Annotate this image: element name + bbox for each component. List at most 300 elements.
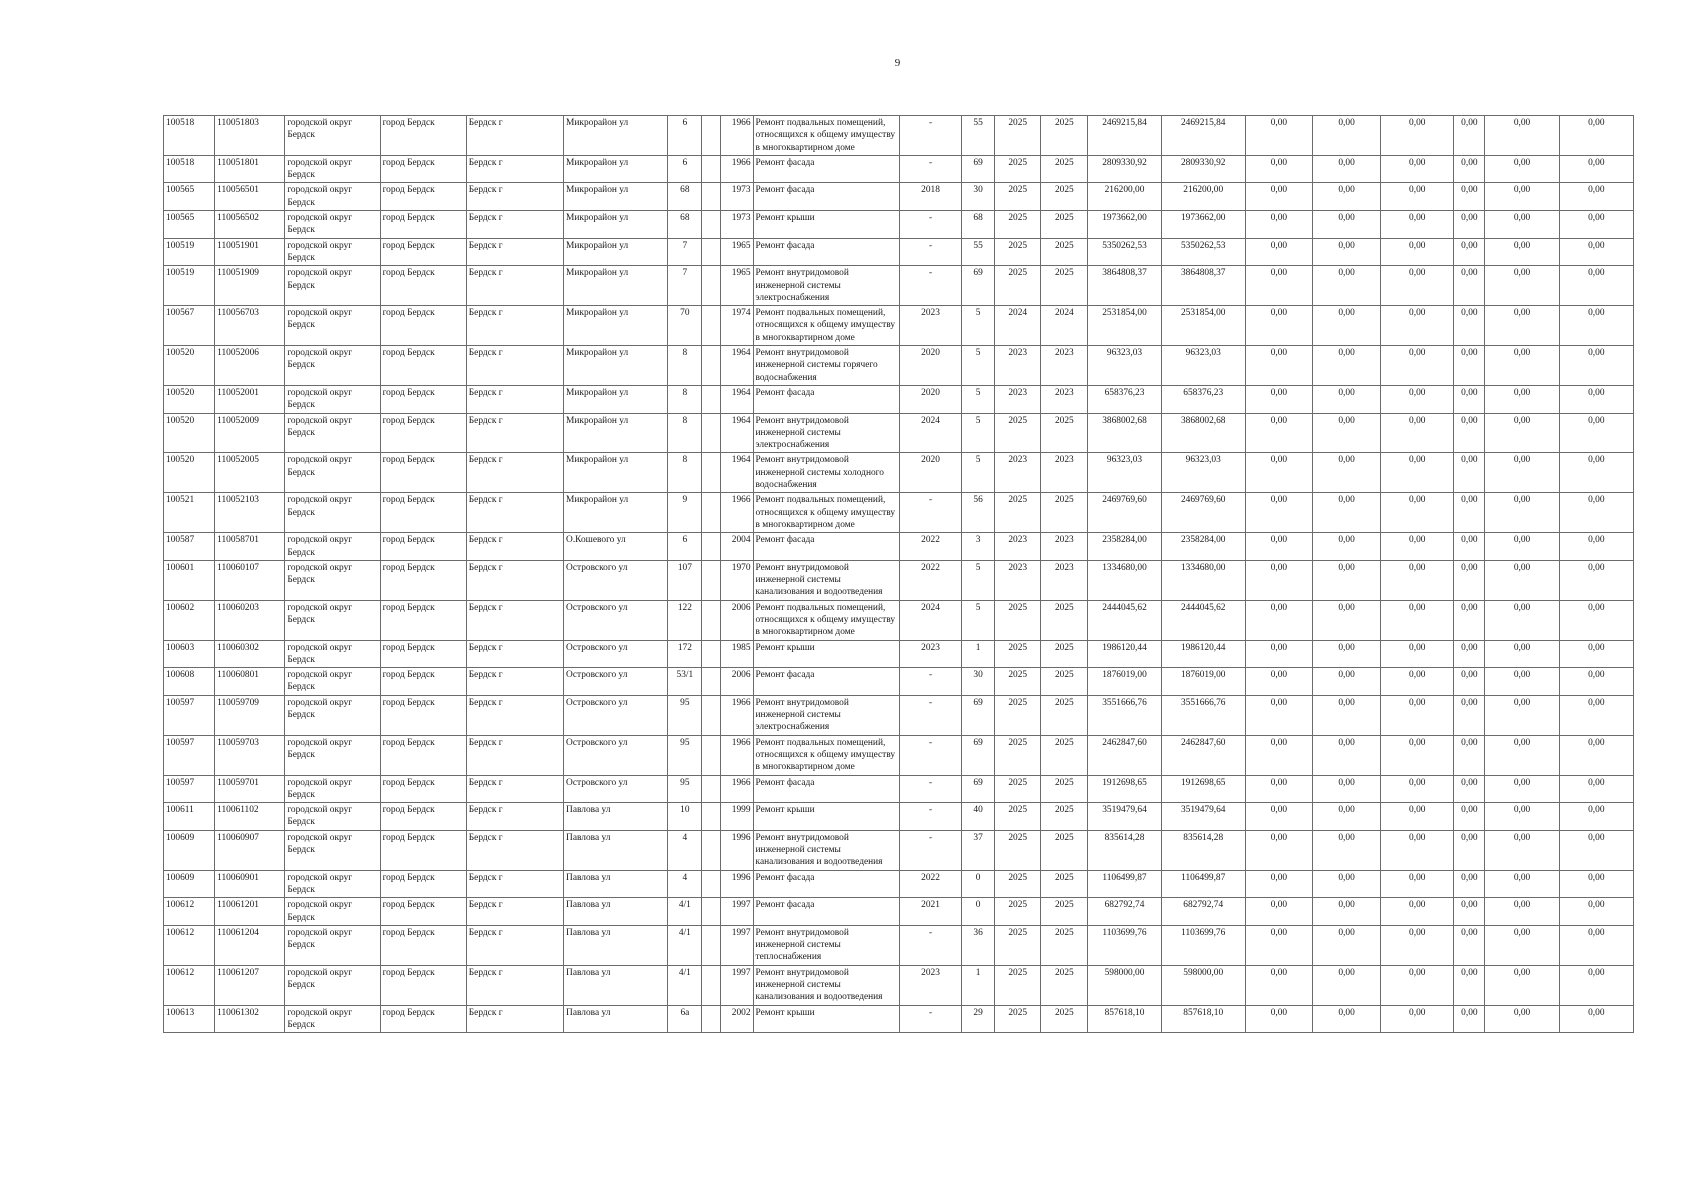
cell-plan-end: 2023 bbox=[1041, 560, 1088, 600]
cell-f6: 0,00 bbox=[1559, 238, 1633, 266]
cell-f6: 0,00 bbox=[1559, 600, 1633, 640]
cell-f4: 0,00 bbox=[1454, 925, 1485, 965]
cell-id: 100520 bbox=[164, 385, 215, 413]
cell-year-built: 1966 bbox=[721, 775, 753, 803]
cell-house: 10 bbox=[668, 803, 702, 831]
cell-f4: 0,00 bbox=[1454, 211, 1485, 239]
cell-cost-fund: 5350262,53 bbox=[1161, 238, 1245, 266]
cell-year-built: 1966 bbox=[721, 493, 753, 533]
cell-f3: 0,00 bbox=[1381, 898, 1454, 926]
cell-cost-total: 2358284,00 bbox=[1088, 533, 1161, 561]
cell-street: Микрорайон ул bbox=[564, 413, 668, 453]
table-row bbox=[164, 211, 1634, 239]
cell-f6: 0,00 bbox=[1559, 640, 1633, 668]
cell-f5: 0,00 bbox=[1485, 640, 1559, 668]
cell-f1: 0,00 bbox=[1245, 803, 1312, 831]
cell-id: 100612 bbox=[164, 965, 215, 1005]
cell-last-repair: - bbox=[899, 493, 961, 533]
cell-plan-start: 2025 bbox=[995, 870, 1041, 898]
cell-f2: 0,00 bbox=[1312, 183, 1380, 211]
cell-wear: 0 bbox=[962, 870, 995, 898]
cell-id: 100597 bbox=[164, 695, 215, 735]
cell-wear: 69 bbox=[962, 775, 995, 803]
cell-plan-start: 2025 bbox=[995, 803, 1041, 831]
cell-cost-fund: 2531854,00 bbox=[1161, 306, 1245, 346]
cell-plan-start: 2025 bbox=[995, 775, 1041, 803]
cell-plan-start: 2023 bbox=[995, 453, 1041, 493]
cell-f2: 0,00 bbox=[1312, 830, 1380, 870]
cell-municipality: городской округ Бердск bbox=[285, 385, 380, 413]
cell-cost-total: 3864808,37 bbox=[1088, 266, 1161, 306]
cell-blank bbox=[702, 965, 721, 1005]
cell-cost-total: 2809330,92 bbox=[1088, 155, 1161, 183]
cell-f4: 0,00 bbox=[1454, 346, 1485, 386]
cell-settlement: город Бердск bbox=[380, 116, 466, 156]
cell-f6: 0,00 bbox=[1559, 775, 1633, 803]
cell-cost-total: 1986120,44 bbox=[1088, 640, 1161, 668]
cell-settlement: город Бердск bbox=[380, 155, 466, 183]
cell-locality: Бердск г bbox=[466, 238, 563, 266]
cell-plan-end: 2025 bbox=[1041, 735, 1088, 775]
cell-f4: 0,00 bbox=[1454, 306, 1485, 346]
cell-plan-end: 2025 bbox=[1041, 493, 1088, 533]
cell-year-built: 2006 bbox=[721, 668, 753, 696]
cell-settlement: город Бердск bbox=[380, 560, 466, 600]
cell-plan-end: 2025 bbox=[1041, 640, 1088, 668]
cell-blank bbox=[702, 600, 721, 640]
cell-last-repair: - bbox=[899, 695, 961, 735]
cell-f3: 0,00 bbox=[1381, 211, 1454, 239]
cell-wear: 30 bbox=[962, 668, 995, 696]
cell-id: 100518 bbox=[164, 116, 215, 156]
cell-plan-start: 2025 bbox=[995, 266, 1041, 306]
cell-f1: 0,00 bbox=[1245, 211, 1312, 239]
cell-blank bbox=[702, 155, 721, 183]
cell-f6: 0,00 bbox=[1559, 266, 1633, 306]
cell-f5: 0,00 bbox=[1485, 116, 1559, 156]
cell-settlement: город Бердск bbox=[380, 600, 466, 640]
cell-f1: 0,00 bbox=[1245, 735, 1312, 775]
cell-settlement: город Бердск bbox=[380, 306, 466, 346]
cell-f4: 0,00 bbox=[1454, 183, 1485, 211]
cell-work-type: Ремонт подвальных помещений, относящихся к общему имуществу в многоквартирном доме bbox=[753, 735, 899, 775]
cell-f4: 0,00 bbox=[1454, 493, 1485, 533]
cell-blank bbox=[702, 870, 721, 898]
cell-year-built: 1964 bbox=[721, 385, 753, 413]
cell-street: О.Кошевого ул bbox=[564, 533, 668, 561]
cell-plan-start: 2023 bbox=[995, 346, 1041, 386]
cell-f6: 0,00 bbox=[1559, 1005, 1633, 1033]
cell-f6: 0,00 bbox=[1559, 803, 1633, 831]
cell-code: 110052005 bbox=[215, 453, 285, 493]
cell-blank bbox=[702, 211, 721, 239]
cell-locality: Бердск г bbox=[466, 266, 563, 306]
table-row bbox=[164, 155, 1634, 183]
cell-code: 110060203 bbox=[215, 600, 285, 640]
cell-street: Микрорайон ул bbox=[564, 453, 668, 493]
cell-f6: 0,00 bbox=[1559, 533, 1633, 561]
cell-street: Микрорайон ул bbox=[564, 238, 668, 266]
cell-work-type: Ремонт фасада bbox=[753, 385, 899, 413]
cell-f2: 0,00 bbox=[1312, 695, 1380, 735]
cell-f2: 0,00 bbox=[1312, 775, 1380, 803]
cell-house: 107 bbox=[668, 560, 702, 600]
cell-year-built: 1997 bbox=[721, 925, 753, 965]
cell-cost-total: 2444045,62 bbox=[1088, 600, 1161, 640]
cell-settlement: город Бердск bbox=[380, 346, 466, 386]
cell-f1: 0,00 bbox=[1245, 925, 1312, 965]
cell-plan-end: 2025 bbox=[1041, 183, 1088, 211]
cell-street: Островского ул bbox=[564, 695, 668, 735]
cell-cost-total: 2469769,60 bbox=[1088, 493, 1161, 533]
cell-cost-total: 3868002,68 bbox=[1088, 413, 1161, 453]
cell-last-repair: 2022 bbox=[899, 560, 961, 600]
cell-street: Микрорайон ул bbox=[564, 155, 668, 183]
cell-work-type: Ремонт крыши bbox=[753, 211, 899, 239]
cell-house: 95 bbox=[668, 735, 702, 775]
cell-f3: 0,00 bbox=[1381, 668, 1454, 696]
cell-f1: 0,00 bbox=[1245, 1005, 1312, 1033]
cell-plan-end: 2025 bbox=[1041, 830, 1088, 870]
cell-f6: 0,00 bbox=[1559, 870, 1633, 898]
cell-f1: 0,00 bbox=[1245, 640, 1312, 668]
cell-wear: 36 bbox=[962, 925, 995, 965]
cell-last-repair: - bbox=[899, 238, 961, 266]
cell-f1: 0,00 bbox=[1245, 600, 1312, 640]
cell-locality: Бердск г bbox=[466, 735, 563, 775]
cell-f4: 0,00 bbox=[1454, 533, 1485, 561]
cell-plan-start: 2023 bbox=[995, 533, 1041, 561]
cell-code: 110060801 bbox=[215, 668, 285, 696]
cell-blank bbox=[702, 695, 721, 735]
cell-f1: 0,00 bbox=[1245, 116, 1312, 156]
cell-id: 100520 bbox=[164, 453, 215, 493]
cell-municipality: городской округ Бердск bbox=[285, 965, 380, 1005]
cell-cost-total: 216200,00 bbox=[1088, 183, 1161, 211]
cell-year-built: 1997 bbox=[721, 965, 753, 1005]
cell-id: 100597 bbox=[164, 775, 215, 803]
cell-municipality: городской округ Бердск bbox=[285, 306, 380, 346]
cell-code: 110060901 bbox=[215, 870, 285, 898]
cell-house: 68 bbox=[668, 211, 702, 239]
cell-plan-start: 2025 bbox=[995, 1005, 1041, 1033]
cell-f5: 0,00 bbox=[1485, 1005, 1559, 1033]
cell-cost-total: 1106499,87 bbox=[1088, 870, 1161, 898]
cell-f5: 0,00 bbox=[1485, 560, 1559, 600]
cell-locality: Бердск г bbox=[466, 183, 563, 211]
cell-plan-end: 2025 bbox=[1041, 413, 1088, 453]
cell-wear: 37 bbox=[962, 830, 995, 870]
cell-wear: 0 bbox=[962, 898, 995, 926]
cell-locality: Бердск г bbox=[466, 695, 563, 735]
cell-cost-total: 1334680,00 bbox=[1088, 560, 1161, 600]
cell-f4: 0,00 bbox=[1454, 870, 1485, 898]
cell-house: 7 bbox=[668, 266, 702, 306]
cell-house: 4 bbox=[668, 870, 702, 898]
cell-settlement: город Бердск bbox=[380, 1005, 466, 1033]
cell-last-repair: - bbox=[899, 830, 961, 870]
cell-work-type: Ремонт подвальных помещений, относящихся к общему имуществу в многоквартирном доме bbox=[753, 306, 899, 346]
cell-settlement: город Бердск bbox=[380, 803, 466, 831]
cell-settlement: город Бердск bbox=[380, 266, 466, 306]
cell-f5: 0,00 bbox=[1485, 735, 1559, 775]
cell-id: 100565 bbox=[164, 183, 215, 211]
cell-locality: Бердск г bbox=[466, 155, 563, 183]
cell-id: 100601 bbox=[164, 560, 215, 600]
cell-year-built: 1966 bbox=[721, 735, 753, 775]
cell-settlement: город Бердск bbox=[380, 898, 466, 926]
cell-f1: 0,00 bbox=[1245, 346, 1312, 386]
cell-street: Микрорайон ул bbox=[564, 266, 668, 306]
cell-cost-fund: 216200,00 bbox=[1161, 183, 1245, 211]
cell-house: 8 bbox=[668, 413, 702, 453]
cell-cost-fund: 2809330,92 bbox=[1161, 155, 1245, 183]
cell-cost-fund: 2462847,60 bbox=[1161, 735, 1245, 775]
cell-cost-total: 96323,03 bbox=[1088, 346, 1161, 386]
cell-f1: 0,00 bbox=[1245, 453, 1312, 493]
cell-code: 110058701 bbox=[215, 533, 285, 561]
cell-house: 95 bbox=[668, 775, 702, 803]
cell-f5: 0,00 bbox=[1485, 803, 1559, 831]
cell-house: 6 bbox=[668, 533, 702, 561]
cell-locality: Бердск г bbox=[466, 346, 563, 386]
cell-locality: Бердск г bbox=[466, 640, 563, 668]
cell-blank bbox=[702, 925, 721, 965]
cell-municipality: городской округ Бердск bbox=[285, 266, 380, 306]
table-row bbox=[164, 306, 1634, 346]
cell-house: 4 bbox=[668, 830, 702, 870]
cell-house: 6 bbox=[668, 116, 702, 156]
cell-plan-end: 2025 bbox=[1041, 155, 1088, 183]
cell-plan-start: 2025 bbox=[995, 925, 1041, 965]
cell-wear: 56 bbox=[962, 493, 995, 533]
cell-wear: 55 bbox=[962, 116, 995, 156]
cell-f1: 0,00 bbox=[1245, 533, 1312, 561]
cell-f2: 0,00 bbox=[1312, 238, 1380, 266]
cell-last-repair: - bbox=[899, 803, 961, 831]
cell-year-built: 1996 bbox=[721, 870, 753, 898]
cell-street: Микрорайон ул bbox=[564, 183, 668, 211]
cell-f4: 0,00 bbox=[1454, 695, 1485, 735]
cell-municipality: городской округ Бердск bbox=[285, 183, 380, 211]
cell-f3: 0,00 bbox=[1381, 925, 1454, 965]
cell-municipality: городской округ Бердск bbox=[285, 695, 380, 735]
table-row bbox=[164, 1005, 1634, 1033]
cell-municipality: городской округ Бердск bbox=[285, 211, 380, 239]
cell-wear: 5 bbox=[962, 413, 995, 453]
cell-last-repair: - bbox=[899, 668, 961, 696]
table-row bbox=[164, 830, 1634, 870]
cell-f5: 0,00 bbox=[1485, 695, 1559, 735]
cell-last-repair: - bbox=[899, 775, 961, 803]
cell-cost-fund: 3519479,64 bbox=[1161, 803, 1245, 831]
cell-municipality: городской округ Бердск bbox=[285, 346, 380, 386]
cell-plan-end: 2025 bbox=[1041, 925, 1088, 965]
cell-cost-total: 3551666,76 bbox=[1088, 695, 1161, 735]
cell-street: Островского ул bbox=[564, 640, 668, 668]
cell-cost-fund: 3864808,37 bbox=[1161, 266, 1245, 306]
cell-f3: 0,00 bbox=[1381, 238, 1454, 266]
cell-house: 70 bbox=[668, 306, 702, 346]
cell-house: 8 bbox=[668, 453, 702, 493]
cell-code: 110056703 bbox=[215, 306, 285, 346]
cell-plan-start: 2023 bbox=[995, 385, 1041, 413]
cell-f6: 0,00 bbox=[1559, 925, 1633, 965]
cell-plan-start: 2025 bbox=[995, 695, 1041, 735]
cell-blank bbox=[702, 803, 721, 831]
cell-id: 100602 bbox=[164, 600, 215, 640]
cell-house: 6 bbox=[668, 155, 702, 183]
cell-settlement: город Бердск bbox=[380, 870, 466, 898]
cell-wear: 69 bbox=[962, 695, 995, 735]
cell-wear: 1 bbox=[962, 965, 995, 1005]
cell-f6: 0,00 bbox=[1559, 116, 1633, 156]
cell-code: 110061207 bbox=[215, 965, 285, 1005]
cell-house: 4/1 bbox=[668, 898, 702, 926]
table-row bbox=[164, 803, 1634, 831]
cell-cost-total: 5350262,53 bbox=[1088, 238, 1161, 266]
cell-code: 110061201 bbox=[215, 898, 285, 926]
cell-work-type: Ремонт внутридомовой инженерной системы канализования и водоотведения bbox=[753, 560, 899, 600]
cell-settlement: город Бердск bbox=[380, 695, 466, 735]
cell-f2: 0,00 bbox=[1312, 493, 1380, 533]
cell-id: 100597 bbox=[164, 735, 215, 775]
cell-code: 110051901 bbox=[215, 238, 285, 266]
cell-plan-end: 2023 bbox=[1041, 533, 1088, 561]
cell-f4: 0,00 bbox=[1454, 1005, 1485, 1033]
cell-work-type: Ремонт фасада bbox=[753, 183, 899, 211]
cell-f5: 0,00 bbox=[1485, 453, 1559, 493]
table-row bbox=[164, 533, 1634, 561]
cell-settlement: город Бердск bbox=[380, 925, 466, 965]
table-row bbox=[164, 965, 1634, 1005]
cell-plan-start: 2025 bbox=[995, 735, 1041, 775]
cell-street: Микрорайон ул bbox=[564, 306, 668, 346]
cell-plan-end: 2025 bbox=[1041, 600, 1088, 640]
cell-code: 110061102 bbox=[215, 803, 285, 831]
cell-municipality: городской округ Бердск bbox=[285, 775, 380, 803]
cell-f2: 0,00 bbox=[1312, 898, 1380, 926]
cell-settlement: город Бердск bbox=[380, 830, 466, 870]
cell-house: 68 bbox=[668, 183, 702, 211]
cell-f4: 0,00 bbox=[1454, 735, 1485, 775]
cell-f6: 0,00 bbox=[1559, 385, 1633, 413]
cell-f6: 0,00 bbox=[1559, 155, 1633, 183]
cell-f3: 0,00 bbox=[1381, 1005, 1454, 1033]
cell-last-repair: 2021 bbox=[899, 898, 961, 926]
cell-municipality: городской округ Бердск bbox=[285, 898, 380, 926]
cell-f3: 0,00 bbox=[1381, 453, 1454, 493]
cell-cost-fund: 96323,03 bbox=[1161, 453, 1245, 493]
table-row bbox=[164, 413, 1634, 453]
cell-code: 110059703 bbox=[215, 735, 285, 775]
table-row bbox=[164, 925, 1634, 965]
cell-wear: 69 bbox=[962, 266, 995, 306]
cell-year-built: 1966 bbox=[721, 116, 753, 156]
cell-last-repair: 2020 bbox=[899, 385, 961, 413]
cell-f2: 0,00 bbox=[1312, 640, 1380, 668]
cell-f3: 0,00 bbox=[1381, 965, 1454, 1005]
cell-f3: 0,00 bbox=[1381, 266, 1454, 306]
cell-f6: 0,00 bbox=[1559, 560, 1633, 600]
cell-plan-start: 2025 bbox=[995, 183, 1041, 211]
cell-locality: Бердск г bbox=[466, 533, 563, 561]
cell-last-repair: 2022 bbox=[899, 533, 961, 561]
cell-last-repair: - bbox=[899, 211, 961, 239]
cell-municipality: городской округ Бердск bbox=[285, 493, 380, 533]
cell-settlement: город Бердск bbox=[380, 211, 466, 239]
cell-street: Павлова ул bbox=[564, 898, 668, 926]
cell-f6: 0,00 bbox=[1559, 183, 1633, 211]
cell-f1: 0,00 bbox=[1245, 493, 1312, 533]
table-row bbox=[164, 560, 1634, 600]
cell-work-type: Ремонт фасада bbox=[753, 533, 899, 561]
cell-year-built: 1964 bbox=[721, 346, 753, 386]
cell-code: 110056501 bbox=[215, 183, 285, 211]
table-row bbox=[164, 346, 1634, 386]
cell-last-repair: - bbox=[899, 155, 961, 183]
cell-year-built: 1965 bbox=[721, 266, 753, 306]
cell-work-type: Ремонт фасада bbox=[753, 775, 899, 803]
cell-locality: Бердск г bbox=[466, 306, 563, 346]
cell-f3: 0,00 bbox=[1381, 306, 1454, 346]
cell-house: 122 bbox=[668, 600, 702, 640]
cell-last-repair: - bbox=[899, 735, 961, 775]
table-row bbox=[164, 898, 1634, 926]
cell-id: 100609 bbox=[164, 870, 215, 898]
table-row bbox=[164, 870, 1634, 898]
cell-street: Островского ул bbox=[564, 668, 668, 696]
cell-blank bbox=[702, 775, 721, 803]
cell-cost-fund: 1334680,00 bbox=[1161, 560, 1245, 600]
cell-last-repair: - bbox=[899, 1005, 961, 1033]
cell-blank bbox=[702, 493, 721, 533]
cell-last-repair: 2024 bbox=[899, 413, 961, 453]
cell-year-built: 1965 bbox=[721, 238, 753, 266]
table-row bbox=[164, 668, 1634, 696]
cell-f5: 0,00 bbox=[1485, 155, 1559, 183]
table-row bbox=[164, 640, 1634, 668]
cell-f1: 0,00 bbox=[1245, 413, 1312, 453]
cell-f2: 0,00 bbox=[1312, 413, 1380, 453]
cell-last-repair: - bbox=[899, 925, 961, 965]
cell-locality: Бердск г bbox=[466, 925, 563, 965]
table-row bbox=[164, 600, 1634, 640]
cell-locality: Бердск г bbox=[466, 211, 563, 239]
cell-cost-total: 682792,74 bbox=[1088, 898, 1161, 926]
cell-f4: 0,00 bbox=[1454, 898, 1485, 926]
cell-f1: 0,00 bbox=[1245, 695, 1312, 735]
cell-cost-total: 835614,28 bbox=[1088, 830, 1161, 870]
cell-f4: 0,00 bbox=[1454, 775, 1485, 803]
cell-id: 100608 bbox=[164, 668, 215, 696]
cell-locality: Бердск г bbox=[466, 1005, 563, 1033]
cell-last-repair: 2023 bbox=[899, 306, 961, 346]
cell-f2: 0,00 bbox=[1312, 965, 1380, 1005]
cell-plan-start: 2024 bbox=[995, 306, 1041, 346]
cell-work-type: Ремонт подвальных помещений, относящихся к общему имуществу в многоквартирном доме bbox=[753, 493, 899, 533]
cell-wear: 5 bbox=[962, 346, 995, 386]
cell-year-built: 1974 bbox=[721, 306, 753, 346]
cell-f5: 0,00 bbox=[1485, 493, 1559, 533]
cell-plan-end: 2025 bbox=[1041, 1005, 1088, 1033]
cell-f2: 0,00 bbox=[1312, 266, 1380, 306]
cell-f1: 0,00 bbox=[1245, 965, 1312, 1005]
cell-cost-fund: 1103699,76 bbox=[1161, 925, 1245, 965]
cell-blank bbox=[702, 306, 721, 346]
cell-f5: 0,00 bbox=[1485, 306, 1559, 346]
cell-house: 4/1 bbox=[668, 965, 702, 1005]
